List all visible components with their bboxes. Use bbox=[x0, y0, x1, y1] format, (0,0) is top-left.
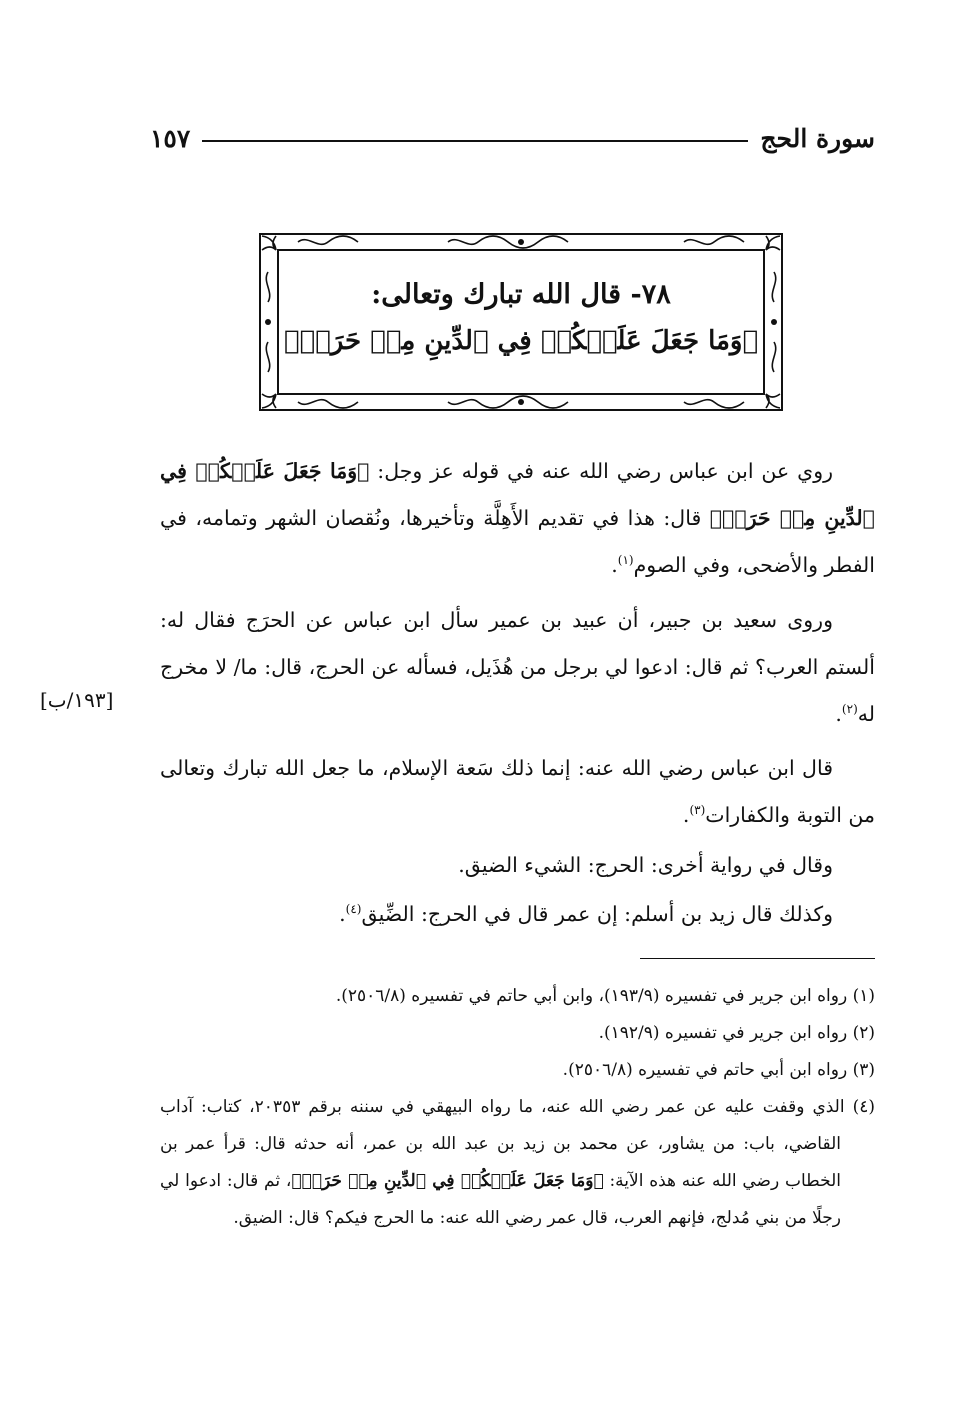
verse-heading-text: ﴿وَمَا جَعَلَ عَلَيۡكُمۡ فِي ٱلدِّينِ مِنۡ حَرَجٖ﴾ bbox=[283, 326, 759, 356]
footnote-3: (٣) رواه ابن أبي حاتم في تفسيره (٢٥٠٦/٨). bbox=[562, 1060, 875, 1080]
footnote-ref-1[interactable]: (١) bbox=[617, 553, 634, 568]
paragraph-1 bbox=[160, 448, 875, 589]
surah-title: سورة الحج bbox=[760, 123, 875, 153]
footnote-4-verse: ﴿وَمَا جَعَلَ عَلَيۡكُمۡ فِي ٱلدِّينِ مِنۡ حَرَجٖ﴾ bbox=[291, 1171, 604, 1191]
footnote-ref-3[interactable]: (٣) bbox=[689, 803, 706, 818]
paragraph-5 bbox=[160, 891, 875, 938]
paragraph-2 bbox=[160, 597, 875, 738]
paragraph-2-end: . bbox=[835, 702, 842, 726]
frame-heading bbox=[278, 272, 764, 364]
paragraph-4 bbox=[160, 842, 875, 889]
paragraph-3 bbox=[160, 745, 875, 839]
footnote-2: (٢) رواه ابن جرير في تفسيره (١٩٢/٩). bbox=[598, 1023, 875, 1043]
paragraph-2-text: وروى سعيد بن جبير، أن عبيد بن عمير سأل ابن عباس عن الحرَج فقال له: ألستم العرب؟ ثم قال: ادعوا لي برجل من هُذَيل، فسأله عن الحرج، قال: ما/ لا مخرج له bbox=[160, 608, 875, 726]
paragraph-4-text: وقال في رواية أخرى: الحرج: الشيء الضيق. bbox=[458, 853, 833, 877]
header-rule bbox=[202, 140, 748, 142]
paragraph-3-text: قال ابن عباس رضي الله عنه: إنما ذلك سَعة الإسلام، ما جعل الله تبارك وتعالى من التوبة والكفارات bbox=[160, 756, 875, 827]
page-number: ١٥٧ bbox=[150, 123, 191, 153]
paragraph-1-verse: ﴿وَمَا جَعَلَ عَلَيۡكُمۡ فِي ٱلدِّينِ مِنۡ حَرَجٖ﴾ bbox=[160, 459, 875, 530]
paragraph-1-text-cont: قال: هذا في تقديم الأَهِلَّة وتأخيرها، ونُقصان الشهر وتمامه، في الفطر والأضحى، وفي الصوم bbox=[160, 506, 875, 577]
footnote-ref-4[interactable]: (٤) bbox=[345, 902, 362, 917]
paragraph-1-text: روي عن ابن عباس رضي الله عنه في قوله عز وجل: bbox=[369, 459, 833, 483]
footnote-separator bbox=[640, 958, 875, 959]
footnote-4-text: (٤) الذي وقفت عليه عن عمر رضي الله عنه، ما رواه البيهقي في سننه برقم ٢٠٣٥٣، كتاب: آداب القاضي، باب: من يشاور، عن محمد بن زيد بن عبد الله بن عمر، أنه حدثه قال: قرأ عمر بن الخطاب رضي الله عنه هذه الآية: bbox=[160, 1097, 875, 1191]
footnote-4 bbox=[160, 1089, 875, 1237]
footnote-4-text-cont: ، ثم قال: ادعوا لي رجلًا من بني مُدلج، فإنهم العرب، قال عمر رضي الله عنه: ما الحرج فيكم؟ قال: الضيق. bbox=[160, 1171, 841, 1228]
running-header bbox=[150, 118, 875, 158]
paragraph-3-end: . bbox=[682, 803, 690, 827]
footnotes bbox=[160, 978, 875, 1237]
footnote-1: (١) رواه ابن جرير في تفسيره (١٩٣/٩)، وابن أبي حاتم في تفسيره (٢٥٠٦/٨). bbox=[335, 986, 875, 1006]
manuscript-folio-marker: [١٩٣/ب] bbox=[40, 688, 114, 712]
paragraph-5-text: وكذلك قال زيد بن أسلم: إن عمر قال في الحرج: الضِّيق bbox=[361, 902, 833, 926]
verse-heading-title: ٧٨- قال الله تبارك وتعالى: bbox=[371, 279, 671, 310]
paragraph-5-end: . bbox=[339, 902, 346, 926]
paragraph-1-end: . bbox=[611, 553, 618, 577]
footnote-ref-2[interactable]: (٢) bbox=[841, 702, 858, 717]
ornamental-frame bbox=[258, 232, 784, 412]
